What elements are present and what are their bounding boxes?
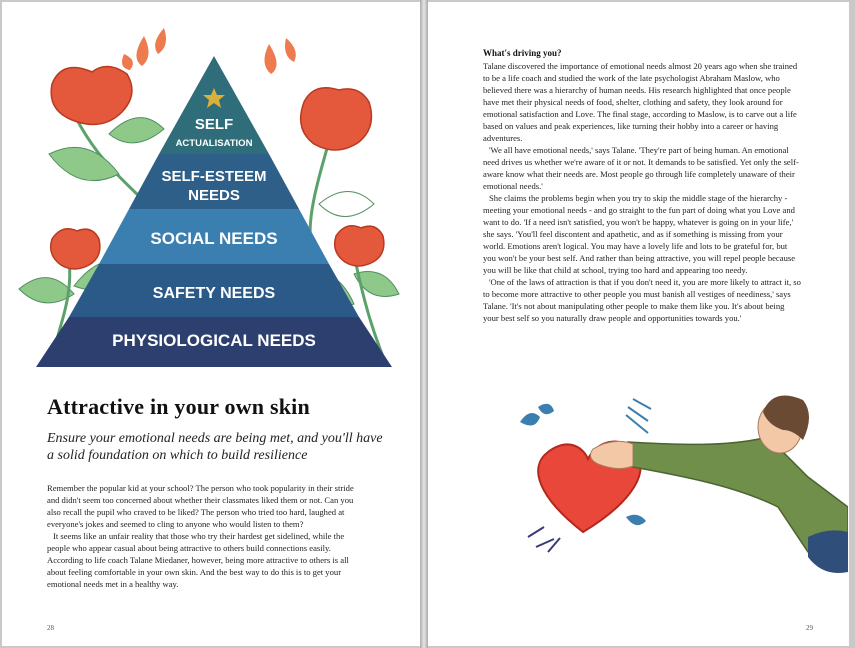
book-gutter bbox=[420, 0, 428, 648]
maslow-pyramid-illustration bbox=[14, 24, 414, 374]
paint-splash-right bbox=[264, 38, 295, 74]
left-page bbox=[2, 2, 421, 646]
level-label-safety: SAFETY NEEDS bbox=[152, 285, 276, 302]
level-label-physiological: PHYSIOLOGICAL NEEDS bbox=[112, 331, 316, 350]
leaf-left-1 bbox=[49, 147, 119, 180]
paint-splash bbox=[626, 399, 651, 433]
paint-splash bbox=[626, 515, 646, 525]
right-body-text bbox=[483, 60, 801, 324]
level-label-actualisation: ACTUALISATION bbox=[175, 138, 253, 149]
paint-splash-left bbox=[122, 28, 166, 70]
pyramid-svg bbox=[14, 24, 414, 374]
flower-mid-left bbox=[51, 229, 100, 269]
right-page bbox=[428, 2, 849, 646]
page-number-left: 28 bbox=[47, 624, 54, 632]
article-title: Attractive in your own skin bbox=[47, 394, 310, 419]
paragraph: She claims the problems begin when you try to skip the middle stage of the hierarchy - meeting your emotional needs - and go straight to the fun part of doing what you Love and want to do. 'If a need isn't satisfied, you won't be happy, whatever is going on in your life,' she says. 'You'll feel discontent and apathetic, and as if something is missing from your world. Emotions aren't logical. You may have a lovely life and lots to be grateful for, but you won't be your best self. And rather than being attractive, you will repel people because you will be like that child at school, trying too hard and appearing too needy. bbox=[483, 193, 796, 275]
flower-mid-right bbox=[335, 226, 384, 266]
level-label-needs: NEEDS bbox=[188, 187, 240, 204]
article-standfirst: Ensure your emotional needs are being met, and you'll have a solid foundation on which to build resilience bbox=[47, 431, 383, 463]
jeans bbox=[808, 530, 848, 573]
level-label-self-esteem: SELF-ESTEEM bbox=[161, 168, 267, 185]
paragraph: 'One of the laws of attraction is that if you don't need it, you are more likely to attract it, so to become more attractive to other people you must banish all vestiges of neediness,' says Talane. 'It's not about manipulating other people to make them like you. It's about being your best self so you naturally draw people and opportunities towards you.' bbox=[483, 277, 801, 323]
paragraph: It seems like an unfair reality that those who try their hardest get sidelined, while the people who appear casual about being attractive to others build connections easily. According to life coach Talane Miedaner, however, being more attractive to others is all about feeling comfortable in your own skin. And the best way to do this is to get your emotional needs met in a healthy way. bbox=[47, 531, 349, 589]
flower-top-left bbox=[51, 66, 132, 124]
leaf-left-3 bbox=[19, 278, 74, 303]
flower-top-right bbox=[301, 88, 372, 150]
paragraph: 'We all have emotional needs,' says Talane. 'They're part of being human. An emotional need drives us whether we're aware of it or not. It demands to be satisfied. Yet only the self-aware know what their needs are. Most people go through life completely unaware of their emotional needs.' bbox=[483, 145, 799, 191]
reaching-for-heart-illustration bbox=[508, 387, 848, 587]
paragraph: Remember the popular kid at your school? The person who took popularity in their stride and didn't seem too concerned about whether their classmates liked them or not. Can you also recall the pupil who craved to be liked? The person who tried too hard, laughed at everyone's jokes and seemed to cling to anyone who would listen to them? bbox=[47, 483, 354, 529]
leaf-left-2 bbox=[109, 118, 164, 143]
level-label-social: SOCIAL NEEDS bbox=[150, 229, 278, 248]
leaf-right-1 bbox=[319, 192, 374, 217]
left-body-text bbox=[47, 482, 367, 590]
section-heading: What's driving you? bbox=[483, 48, 562, 58]
paint-splash bbox=[528, 527, 560, 552]
heart-svg bbox=[508, 387, 848, 587]
level-label-self: SELF bbox=[194, 116, 234, 133]
page-number-right: 29 bbox=[806, 624, 813, 632]
paint-splash bbox=[520, 404, 554, 426]
paragraph: Talane discovered the importance of emotional needs almost 20 years ago when she trained to be a life coach and studied the work of the late psychologist Abraham Maslow, who believed there was a hierarchy of human needs. His research highlighted that once people have met their physical needs of food, shelter, clothing and safety, they look around for emotional satisfaction and Love. The final stage, according to Maslow, is to carve out a life based on values and peak experiences, like turning their hobby into a career or having adventures. bbox=[483, 61, 798, 143]
